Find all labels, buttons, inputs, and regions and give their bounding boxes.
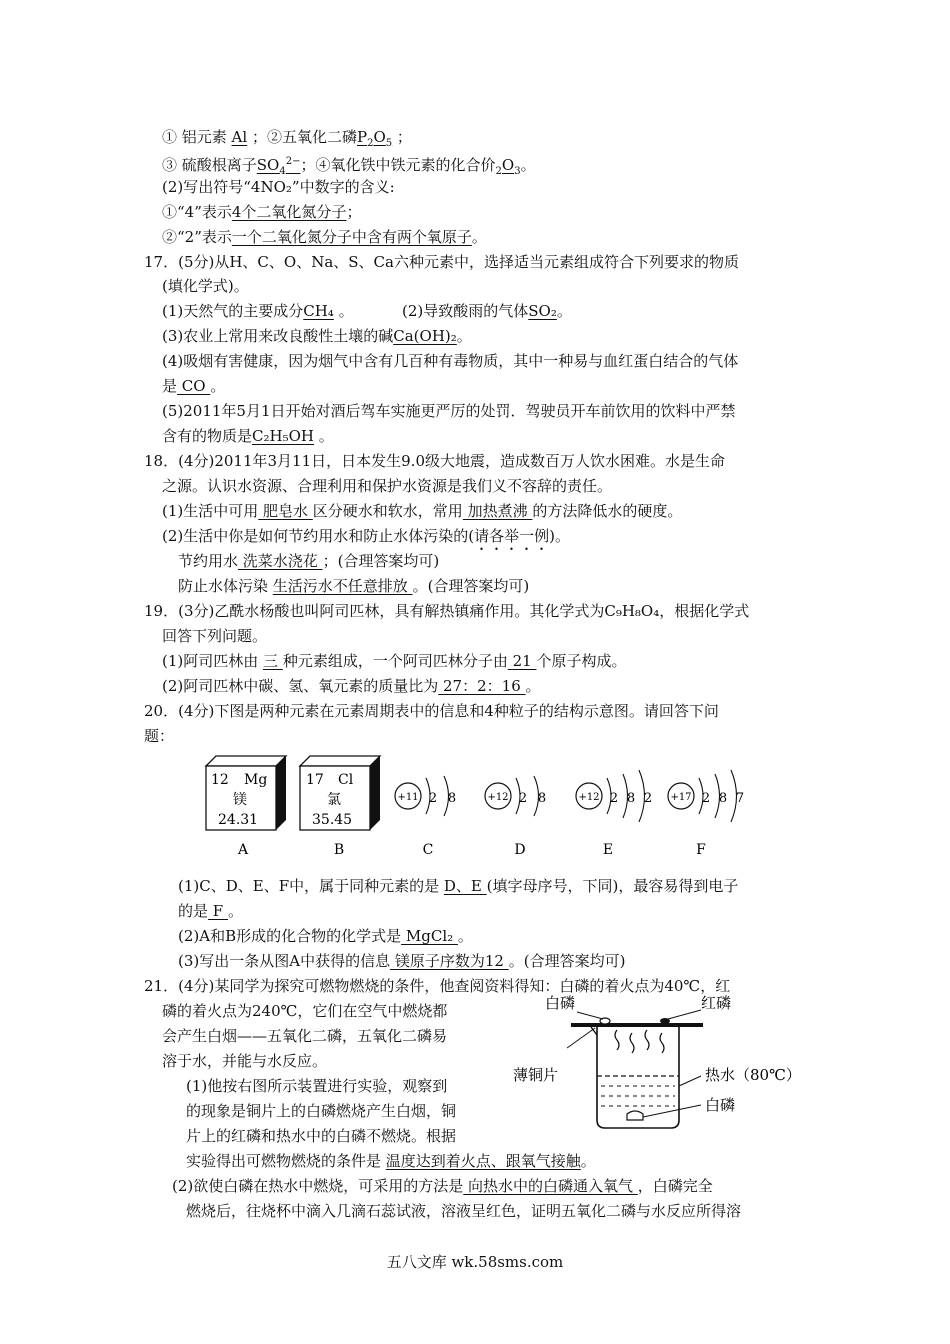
q17-part-4-cont: 是 CO 。 — [162, 377, 226, 395]
q17-part-5-cont: 含有的物质是C₂H₅OH 。 — [162, 427, 334, 445]
card-b-number: 17 — [306, 772, 324, 788]
atom-c-shell-2: 8 — [447, 791, 457, 806]
atom-e-shell-2: 8 — [626, 791, 636, 806]
atom-e-nucleus: +12 — [578, 792, 600, 803]
label-white-phosphorus-top: 白磷 — [545, 994, 576, 1012]
label-a: A — [237, 842, 249, 858]
element-card-b — [300, 756, 380, 830]
label-red-phosphorus: 红磷 — [701, 994, 732, 1012]
q16-line-2: ③ 硫酸根离子$SO_4^{2-}$；④氧化铁中铁元素的化合价$_2O_3$。 — [162, 156, 536, 177]
q16-line-4: ①“4”表示4个二氧化氮分子； — [162, 203, 362, 221]
q19-stem: 19．(3分)乙酰水杨酸也叫阿司匹林，具有解热镇痛作用。其化学式为C₉H₈O₄，根据化学式 — [144, 602, 750, 620]
q21-stem-2: 磷的着火点为240℃，它们在空气中燃烧都 — [162, 1002, 448, 1020]
atom-f-shell-2: 8 — [718, 791, 728, 806]
q17-part-2: (2)导致酸雨的气体SO₂。 — [402, 302, 572, 320]
q16-line-5: ②“2”表示一个二氧化氮分子中含有两个氧原子。 — [162, 228, 487, 246]
q20-stem: 20．(4分)下图是两种元素在元素周期表中的信息和4种粒子的结构示意图。请回答下问 — [144, 702, 719, 720]
q19-part-1: (1)阿司匹林由 三 种元素组成，一个阿司匹林分子由 21 个原子构成。 — [162, 652, 627, 670]
page-footer: 五八文库 wk.58sms.com — [386, 1253, 564, 1271]
q16-line-3: (2)写出符号“4NO₂”中数字的含义: — [162, 178, 395, 196]
label-white-phosphorus-bottom: 白磷 — [705, 1096, 736, 1114]
q17-part-3: (3)农业上常用来改良酸性土壤的碱Ca(OH)₂。 — [162, 327, 472, 345]
q18-part-1: (1)生活中可用 肥皂水 区分硬水和软水，常用 加热煮沸 的方法降低水的硬度。 — [162, 502, 683, 520]
label-copper-plate: 薄铜片 — [513, 1066, 559, 1084]
q17-part-1: (1)天然气的主要成分CH₄ 。 — [162, 302, 354, 320]
card-a-mass: 24.31 — [218, 812, 259, 828]
atom-f-shell-1: 2 — [701, 791, 711, 806]
q18-part-2-b: 防止水体污染 生活污水不任意排放 。(合理答案均可) — [178, 577, 530, 595]
card-b-symbol: Cl — [338, 772, 354, 788]
q20-stem-2: 题： — [144, 727, 175, 745]
combustion-apparatus-figure — [505, 990, 825, 1150]
label-hot-water: 热水（80℃） — [705, 1066, 801, 1084]
q21-part-1-line-3: 片上的红磷和热水中的白磷不燃烧。根据 — [186, 1127, 457, 1145]
q17-part-5: (5)2011年5月1日开始对酒后驾车实施更严厉的处罚．驾驶员开车前饮用的饮料中严禁 — [162, 402, 736, 420]
atom-f-nucleus: +17 — [670, 792, 692, 803]
atom-d-shell-2: 8 — [537, 791, 547, 806]
label-e: E — [602, 842, 614, 858]
q17-stem: 17．(5分)从H、C、O、Na、S、Ca六种元素中，选择适当元素组成符合下列要求的物质 — [144, 253, 739, 271]
q19-part-2: (2)阿司匹林中碳、氢、氧元素的质量比为 27：2：16 。 — [162, 677, 541, 695]
q21-part-1-line-4: 实验得出可燃物燃烧的条件是 温度达到着火点、跟氧气接触。 — [186, 1152, 596, 1170]
label-b: B — [333, 842, 345, 858]
q21-part-1-line-2: 的现象是铜片上的白磷燃烧产生白烟，铜 — [186, 1102, 457, 1120]
card-b-name: 氯 — [327, 792, 341, 808]
q21-stem-4: 溶于水，并能与水反应。 — [162, 1052, 328, 1070]
atom-diagram-e — [576, 770, 652, 822]
atom-diagram-c — [395, 776, 456, 816]
q18-part-2: (2)生活中你是如何节约用水和防止水体污染的(请各举一例)。 — [162, 527, 570, 545]
label-f: F — [696, 842, 706, 858]
q21-stem: 21．(4分)某同学为探究可燃物燃烧的条件，他查阅资料得知：白磷的着火点为40℃，红 — [144, 977, 731, 995]
q18-stem: 18．(4分)2011年3月11日，日本发生9.0级大地震，造成数百万人饮水困难。水是生命 — [144, 452, 725, 470]
q21-part-1-line-1: (1)他按右图所示装置进行实验，观察到 — [186, 1077, 448, 1095]
q17-part-4: (4)吸烟有害健康，因为烟气中含有几百种有毒物质，其中一种易与血红蛋白结合的气体 — [162, 352, 739, 370]
q21-stem-3: 会产生白烟——五氧化二磷，五氧化二磷易 — [162, 1027, 448, 1045]
atom-e-shell-1: 2 — [609, 791, 619, 806]
q17-stem-2: (填化学式)。 — [162, 277, 249, 295]
atom-c-shell-1: 2 — [428, 791, 438, 806]
q16-line-1: ① 铝元素 Al ；②五氧化二磷$P_2O_5$ ； — [162, 128, 412, 149]
q21-part-2: (2)欲使白磷在热水中燃烧，可采用的方法是 向热水中的白磷通入氧气 ，白磷完全 — [172, 1177, 713, 1195]
card-a-number: 12 — [211, 772, 229, 788]
copper-plate — [571, 1023, 703, 1027]
element-structure-figure — [196, 752, 756, 862]
element-card-a — [206, 756, 286, 830]
atom-d-nucleus: +12 — [487, 792, 509, 803]
atom-diagram-d — [485, 776, 546, 816]
q20-part-2: (2)A和B形成的化合物的化学式是 MgCl₂ 。 — [178, 927, 473, 945]
label-c: C — [422, 842, 434, 858]
q20-part-3: (3)写出一条从图A中获得的信息 镁原子序数为12 。(合理答案均可) — [178, 952, 626, 970]
white-phosphorus-in-water — [627, 1111, 643, 1120]
q18-part-2-a: 节约用水 洗菜水浇花 ；(合理答案均可) — [178, 552, 440, 570]
q20-part-1: (1)C、D、E、F中，属于同种元素的是 D、E (填字母序号，下同)，最容易得到电子 — [178, 877, 739, 895]
q18-stem-2: 之源。认识水资源、合理利用和保护水资源是我们义不容辞的责任。 — [162, 477, 613, 495]
q20-part-1-cont: 的是 F 。 — [178, 902, 243, 920]
card-a-symbol: Mg — [244, 772, 268, 788]
q19-stem-2: 回答下列问题。 — [162, 627, 268, 645]
atom-d-shell-1: 2 — [518, 791, 528, 806]
atom-e-shell-3: 2 — [643, 791, 653, 806]
atom-diagram-f — [668, 770, 744, 822]
atom-c-nucleus: +11 — [397, 792, 419, 803]
card-a-name: 镁 — [233, 792, 247, 808]
atom-f-shell-3: 7 — [735, 791, 745, 806]
card-b-mass: 35.45 — [312, 812, 353, 828]
label-d: D — [514, 842, 526, 858]
q21-part-2-cont: 燃烧后，往烧杯中滴入几滴石蕊试液，溶液呈红色，证明五氧化二磷与水反应所得溶 — [186, 1202, 742, 1220]
